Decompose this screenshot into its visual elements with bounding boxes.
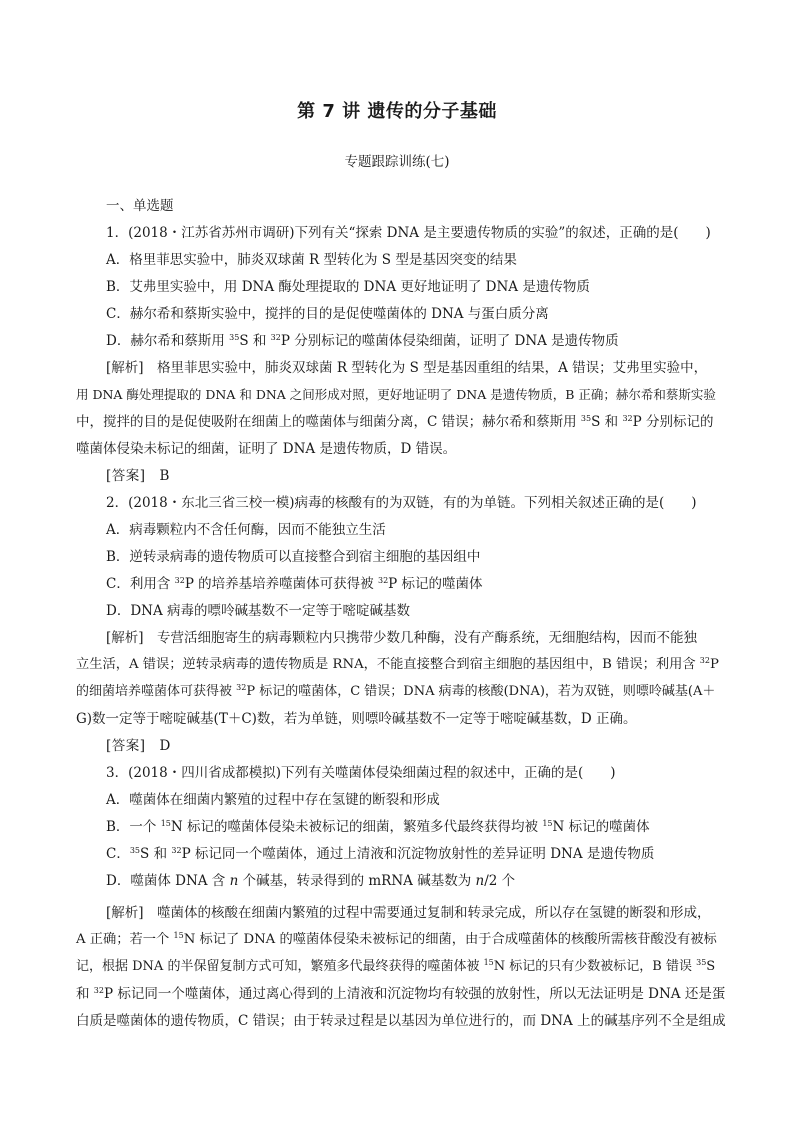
superscript: 32 — [699, 656, 710, 665]
superscript: 32 — [93, 986, 104, 995]
text: P 的培养基培养噬菌体可获得被 — [184, 576, 378, 592]
text: D．噬菌体 DNA 含 — [106, 873, 230, 889]
superscript: 35 — [229, 333, 240, 342]
q2-option-b: B．逆转录病毒的遗传物质可以直接整合到宿主细胞的基因组中 — [106, 549, 481, 565]
q1-explanation-line-3 — [76, 412, 726, 432]
text: S 和 — [591, 414, 623, 430]
q2-option-d: D．DNA 病毒的嘌呤碱基数不一定等于嘧啶碱基数 — [106, 603, 410, 619]
text: B．一个 — [106, 819, 161, 835]
q2-explanation-line-3 — [76, 682, 726, 702]
q3-option-b — [106, 817, 650, 837]
q3-stem: 3．(2018・四川省成都模拟)下列有关噬菌体侵染细菌过程的叙述中，正确的是( ) — [106, 765, 616, 781]
superscript: 35 — [580, 414, 592, 423]
text: C．利用含 — [106, 576, 175, 592]
q3-explanation-line-2 — [76, 930, 726, 950]
text: 立生活，A 错误；逆转录病毒的遗传物质是 RNA，不能直接整合到宿主细胞的基因组中，B 错误；利用含 — [76, 657, 700, 672]
variable: n — [229, 873, 239, 889]
text: P 标记同一个噬菌体，通过离心得到的上清液和沉淀物均有较强的放射性，所以无法证明是 DNA 还是蛋 — [103, 986, 726, 1002]
q3-explanation-line-5: 白质是噬菌体的遗传物质，C 错误；由于转录过程是以基因为单位进行的，而 DNA 上的碱基序列不全是组成 — [76, 1013, 726, 1029]
q1-option-d — [106, 331, 619, 351]
text: N 标记的噬菌体 — [552, 819, 650, 835]
q3-explanation-line-3 — [76, 957, 726, 977]
q2-explanation-line-4: G)数一定等于嘧啶碱基(T＋C)数，若为单链，则嘌呤碱基数不一定等于嘧啶碱基数，D 正确。 — [76, 711, 637, 727]
text: S 和 — [140, 846, 172, 862]
text: N 标记了 DNA 的噬菌体侵染未被标记的细菌，由于合成噬菌体的核酸所需核苷酸没有被标 — [183, 932, 717, 947]
text: P 标记的噬菌体 — [388, 576, 483, 592]
superscript: 35 — [696, 958, 707, 967]
text: P 标记同一个噬菌体，通过上清液和沉淀物放射性的差异证明 DNA 是遗传物质 — [181, 846, 655, 862]
q1-explanation-line-4: 噬菌体侵染未标记的细菌，证明了 DNA 是遗传物质，D 错误。 — [76, 441, 457, 457]
q1-explanation-line-1: [解析] 格里菲思实验中，肺炎双球菌 R 型转化为 S 型是基因重组的结果，A 错误；艾弗里实验中， — [106, 360, 708, 376]
q1-option-a: A．格里菲思实验中，肺炎双球菌 R 型转化为 S 型是基因突变的结果 — [106, 252, 517, 268]
q2-explanation-line-2 — [76, 655, 726, 675]
page-title: 第 7 讲 遗传的分子基础 — [297, 101, 497, 122]
text: 和 — [76, 986, 94, 1002]
text: N 标记的噬菌体侵染未被标记的细菌，繁殖多代最终获得均被 — [170, 819, 543, 835]
q1-explanation-line-2: 用 DNA 酶处理提取的 DNA 和 DNA 之间形成对照，更好地证明了 DNA 是遗传物质，B 正确；赫尔希和蔡斯实验 — [76, 387, 716, 402]
q1-option-b: B．艾弗里实验中，用 DNA 酶处理提取的 DNA 更好地证明了 DNA 是遗传物质 — [106, 279, 590, 295]
superscript: 32 — [622, 414, 633, 423]
q2-explanation-line-1: [解析] 专营活细胞寄生的病毒颗粒内只携带少数几种酶，没有产酶系统，无细胞结构，因而不能独 — [106, 630, 698, 646]
q3-explanation-line-4 — [76, 984, 726, 1004]
q3-option-d — [106, 871, 515, 891]
text: 中，搅拌的目的是促使吸附在细菌上的噬菌体与细菌分离，C 错误；赫尔希和蔡斯用 — [76, 414, 581, 430]
superscript: 32 — [270, 333, 281, 342]
text: P 分别标记的噬菌体侵染细菌，证明了 DNA 是遗传物质 — [280, 333, 619, 349]
text: /2 个 — [484, 873, 516, 889]
superscript: 32 — [236, 683, 247, 692]
text: C． — [106, 846, 130, 862]
superscript: 15 — [160, 819, 171, 828]
text: 的细菌培养噬菌体可获得被 — [76, 684, 237, 699]
superscript: 35 — [129, 846, 141, 855]
text: 记，根据 DNA 的半保留复制方式可知，繁殖多代最终获得的噬菌体被 — [76, 959, 484, 974]
superscript: 32 — [174, 576, 185, 585]
text: A 正确；若一个 — [76, 932, 174, 947]
text: P 分别标记的 — [632, 414, 714, 430]
q2-option-a: A．病毒颗粒内不含任何酶，因而不能独立生活 — [106, 522, 386, 538]
q2-stem: 2．(2018・东北三省三校一模)病毒的核酸有的为双链，有的为单链。下列相关叙述正确的是( ) — [106, 495, 697, 511]
text: S — [706, 959, 716, 974]
superscript: 32 — [377, 576, 389, 585]
text: P — [709, 657, 719, 672]
q1-answer: [答案] B — [106, 468, 170, 484]
text: 个碱基，转录得到的 mRNA 碱基数为 — [238, 873, 476, 889]
q1-option-c: C．赫尔希和蔡斯实验中，搅拌的目的是促使噬菌体的 DNA 与蛋白质分离 — [106, 306, 549, 322]
superscript: 32 — [171, 846, 182, 855]
superscript: 15 — [542, 819, 553, 828]
q3-option-c — [106, 844, 654, 864]
text: D．赫尔希和蔡斯用 — [106, 333, 230, 349]
q2-answer: [答案] D — [106, 738, 171, 754]
section-heading: 一、单选题 — [106, 198, 174, 214]
variable: n — [475, 873, 485, 889]
text: S 和 — [239, 333, 271, 349]
text: P 标记的噬菌体，C 错误；DNA 病毒的核酸(DNA)，若为双链，则嘌呤碱基(A＋ — [246, 684, 716, 699]
q2-option-c — [106, 574, 483, 594]
q3-explanation-line-1: [解析] 噬菌体的核酸在细菌内繁殖的过程中需要通过复制和转录完成，所以存在氢键的断裂和形成， — [106, 905, 711, 921]
superscript: 15 — [173, 931, 184, 940]
superscript: 15 — [483, 958, 494, 967]
q3-option-a: A．噬菌体在细菌内繁殖的过程中存在氢键的断裂和形成 — [106, 792, 440, 808]
text: N 标记的只有少数被标记，B 错误 — [493, 959, 697, 974]
q1-stem: 1．(2018・江苏省苏州市调研)下列有关“探索 DNA 是主要遗传物质的实验”的叙述，正确的是( ) — [106, 225, 711, 241]
page-subtitle: 专题跟踪训练(七) — [344, 154, 450, 170]
